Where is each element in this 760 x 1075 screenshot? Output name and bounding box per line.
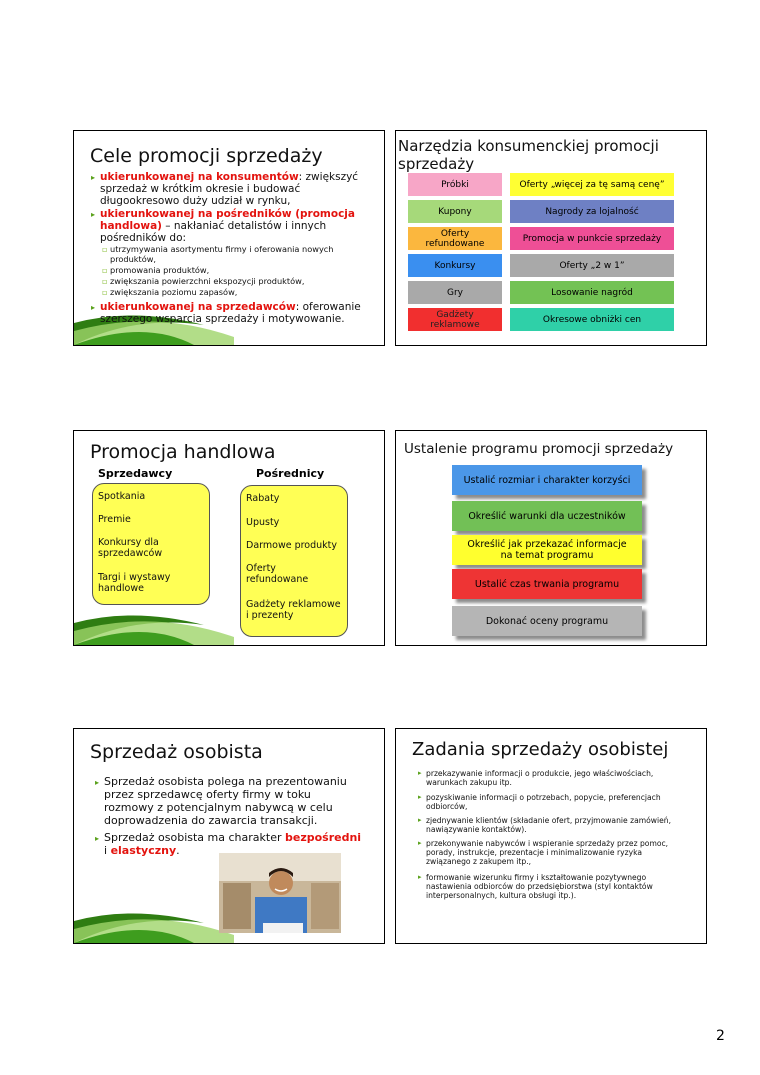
tool-box-oferty-refundowane [408,227,502,250]
task-text: nawiązywanie kontaktów). [426,825,527,835]
sub-bullet-text: utrzymywania asortymentu firmy i oferowania nowych [110,244,334,254]
sub-bullet-text: promowania produktów, [110,265,210,275]
bullet-konsumenci: ▸ ukierunkowanej na konsumentów: zwiększyć sprzedaż w krótkim okresie i budować długookresowo duży udział w rynku, [100,171,380,207]
task-text: interpersonalnych, kultura obsługi itp.). [426,891,577,901]
bullet-text: i [104,844,111,857]
item-text: Spotkania [98,491,146,502]
slide-title: Sprzedaż osobista [90,741,263,763]
red-phrase: handlowa) [100,220,162,232]
bullet-text: Sprzedaż osobista ma charakter [104,831,285,844]
tool-box-kupony [408,200,502,223]
box-label: Oferty „2 w 1” [559,260,625,271]
bullet-text: doprowadzenia do zawarcia transakcji. [104,814,318,827]
tool-box-2w1 [510,254,674,277]
item-text: handlowe [98,583,144,594]
task-text: formowanie wizerunku firmy i kształtowanie pozytywnego [426,873,647,882]
item-text: sprzedawców [98,548,163,559]
tool-box-losowanie [510,281,674,304]
task-item: ▸ formowanie wizerunku firmy i kształtowanie pozytywnego nastawienia odbiorców do przedsiębiorstwa (styl kontaktów interpersonalnych, kultura obsługi itp.). [426,873,694,901]
bullet-posrednicy: ▸ ukierunkowanej na pośredników (promocja handlowa) – nakłaniać detalistów i innych pośredników do: [100,208,380,244]
bullet-text: szerszego wsparcia sprzedaży i motywowanie. [100,313,345,325]
sub-bullet: ▫ utrzymywania asortymentu firmy i oferowania nowych produktów, [110,245,380,264]
task-text: przekazywanie informacji o produkcie, jego właściwościach, [426,769,654,778]
column-header-posrednicy: Pośrednicy [256,467,325,480]
bullet-charakter: ▸ Sprzedaż osobista ma charakter bezpośredni i elastyczny. [95,831,362,857]
bullet-text: rozmowy z potencjalnym nabywcą w celu [104,801,333,814]
box-label: Nagrody za lojalność [545,206,639,217]
sub-bullet: ▫ promowania produktów, [110,266,380,276]
bullet-text: : oferowanie [295,301,361,313]
item-text: Oferty [246,563,276,574]
salesman-photo [219,853,341,933]
box-label: Oferty „więcej za tę samą cenę” [519,179,665,190]
sprzedawcy-item [98,514,131,525]
slide-title: Zadania sprzedaży osobistej [412,739,669,760]
sub-bullet-text: produktów, [110,253,157,264]
task-item: ▸ zjednywanie klientów (składanie ofert, przyjmowanie zamówień, nawiązywanie kontaktów). [426,816,694,834]
slide-zadania-sprzedazy [395,728,707,944]
task-text: porady, instrukcje, prezentacje i minimalizowanie ryzyka [426,848,643,858]
tool-box-nagrody-lojalnosc [510,200,674,223]
sub-bullet: ▫ zwiększania poziomu zapasów, [110,288,380,298]
slide-narzedzia-promocji [395,130,707,346]
task-text: nastawienia odbiorców do przedsiębiorstwa (styl kontaktów [426,882,653,892]
sprzedawcy-item [98,491,145,502]
task-text: odbiorców, [426,802,468,812]
step-label: na temat programu [500,550,594,561]
red-phrase: ukierunkowanej na sprzedawców [100,301,296,313]
column-header-sprzedawcy: Sprzedawcy [98,467,173,480]
title-line: Narzędzia konsumenckiej promocji [398,137,659,155]
page-number: 2 [716,1028,725,1044]
tool-box-gry [408,281,502,304]
posrednicy-item [246,599,341,621]
box-label: Próbki [441,179,469,190]
posrednicy-item [246,493,279,504]
tool-box-gadzety [408,308,502,331]
step-label: Dokonać oceny programu [485,615,609,627]
box-label: Oferty [440,228,470,239]
box-label: refundowane [425,238,485,249]
step-label: Ustalić rozmiar i charakter korzyści [463,474,631,486]
box-label: Konkursy [434,260,476,271]
sub-bullet-text: zwiększania powierzchni ekspozycji produktów, [110,276,305,286]
red-phrase: ukierunkowanej na konsumentów [100,171,299,183]
box-label: Okresowe obniżki cen [542,314,642,325]
bullet-definicja: ▸ Sprzedaż osobista polega na prezentowaniu przez sprzedawcę oferty firmy w toku rozmowy z potencjalnym nabywcą w celu doprowadzenia do zawarcia transakcji. [104,775,379,827]
task-text: zjednywanie klientów (składanie ofert, przyjmowanie zamówień, [426,816,671,825]
item-text: Upusty [246,517,280,528]
task-item: ▸ pozyskiwanie informacji o potrzebach, popycie, preferencjach odbiorców, [426,793,694,811]
item-text: Konkursy dla [98,537,159,548]
bullet-text: przez sprzedawcę oferty firmy w toku [104,788,311,801]
red-phrase: elastyczny [110,844,177,857]
item-text: i prezenty [246,610,294,621]
sprzedawcy-item [98,572,170,594]
bullet-text: . [176,844,180,857]
slide-sprzedaz-osobista [73,728,385,944]
step-label: Określić warunki dla uczestników [468,510,626,522]
tool-box-wiecej-za-cene [510,173,674,196]
task-text: przekonywanie nabywców i wspieranie sprzedaży przez pomoc, [426,839,669,848]
box-label: Kupony [438,206,472,217]
box-label: Promocja w punkcie sprzedaży [522,233,662,244]
posrednicy-item [246,517,279,528]
bullet-text: : zwiększyć [298,171,359,183]
tool-box-konkursy [408,254,502,277]
program-step-4 [452,569,642,599]
program-step-3 [452,535,642,565]
program-step-5 [452,606,642,636]
task-text: warunkach zakupu itp. [426,778,512,788]
tool-box-probki [408,173,502,196]
task-item: ▸ przekazywanie informacji o produkcie, jego właściwościach, warunkach zakupu itp. [426,769,694,787]
red-phrase: bezpośredni [284,831,362,844]
red-phrase: ukierunkowanej na pośredników (promocja [100,208,355,220]
item-text: refundowane [246,574,309,585]
posrednicy-item [246,563,308,585]
slide-title: Promocja handlowa [90,441,276,463]
slide-title: Cele promocji sprzedaży [90,145,323,167]
bullet-text: Sprzedaż osobista polega na prezentowaniu [104,775,347,788]
slide-title: Ustalenie programu promocji sprzedaży [404,441,674,457]
step-label: Ustalić czas trwania programu [474,578,620,590]
sub-bullet-text: zwiększania poziomu zapasów, [110,287,238,297]
bullet-text: sprzedaż w krótkim okresie i budować [100,183,301,195]
item-text: Targi i wystawy [98,572,171,583]
slide-ustalenie-programu [395,430,707,646]
bullet-sprzedawcy: ▸ ukierunkowanej na sprzedawców: oferowanie szerszego wsparcia sprzedaży i motywowanie. [100,301,380,325]
sub-bullet: ▫ zwiększania powierzchni ekspozycji produktów, [110,277,380,287]
task-item: ▸ przekonywanie nabywców i wspieranie sprzedaży przez pomoc, porady, instrukcje, prezentacje i minimalizowanie ryzyka związanego z zakupem itp., [426,839,694,867]
bullet-text: pośredników do: [100,232,187,244]
item-text: Darmowe produkty [246,540,338,551]
posrednicy-item [246,540,337,551]
task-text: pozyskiwanie informacji o potrzebach, popycie, preferencjach [426,793,661,802]
item-text: Rabaty [246,493,280,504]
slide-cele-promocji [73,130,385,346]
box-label: Losowanie nagród [551,287,633,298]
slide-promocja-handlowa [73,430,385,646]
item-text: Premie [98,514,131,525]
bullet-text: – nakłaniać detalistów i innych [161,220,327,232]
box-label: reklamowe [430,319,480,330]
sprzedawcy-item [98,537,162,559]
step-label: Określić jak przekazać informacje [467,539,627,550]
box-label: Gry [446,287,463,298]
program-step-1 [452,465,642,495]
tool-box-promocja-punkt [510,227,674,250]
program-step-2 [452,501,642,531]
slide-title [398,137,659,173]
box-label: Gadżety [436,309,474,320]
task-text: związanego z zakupem itp., [426,857,532,867]
tool-box-obnizki [510,308,674,331]
item-text: Gadżety reklamowe [246,599,341,610]
title-line: sprzedaży [398,155,475,173]
bullet-text: długookresowo duży udział w rynku, [100,195,291,207]
